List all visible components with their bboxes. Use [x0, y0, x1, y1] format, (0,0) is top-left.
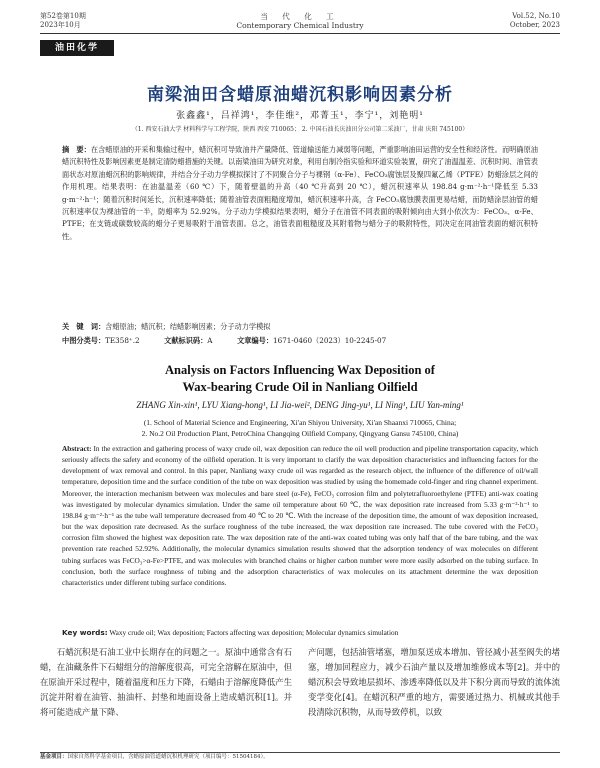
fund-label: 基金项目： [40, 754, 68, 760]
column-tag: 油田化学 [40, 40, 114, 56]
footnote-fund [40, 754, 560, 761]
abstract-text-cn: 在含蜡原油的开采和集输过程中，蜡沉积可导致油井产量降低、管道输送能力减弱等问题，严重影响油田运营的安全性和经济性。而明确原油蜡沉积特性及影响因素更是制定清防蜡措施的关键。以南梁油田为研究对象，利用自制冷指实验和环道实验装置，研究了油温温差、沉积时间、油管表面状态对原油蜡沉积的影响规律，并结合分子动力学模拟探讨了不同聚合分子与裸钢（α-Fe）、FeCO₃腐蚀层及聚四氟乙烯（PTFE）防蜡涂层之间的作用机理。结果表明：在油温温差（60 ℃）下，随着壁温的升高（40 ℃升高到 20 ℃），蜡沉积速率从 198.84 g·m⁻²·h⁻¹降低至 5.33 g·m⁻²·h⁻¹；随着沉积时间延长，沉积速率降低；随着油管表面粗糙度增加，蜡沉积速率升高，含 FeCO₃腐蚀膜表面更易结蜡，而防蜡涂层油管的蜡沉积速率仅为裸油管的一半，防蜡率为 52.92%。分子动力学模拟结果表明，蜡分子在油管不同表面的吸附倾向由大到小依次为：FeCO₃、α-Fe、PTFE；在支链或碳数较高的蜡分子更易吸附于油管表面。总之，油管表面粗糙度及其附着物与蜡分子的吸附特性，同决定在同油管表面的蜡沉积特性。 [62, 145, 538, 241]
classification-line [62, 336, 538, 346]
doc-code-value: A [207, 336, 213, 345]
article-no-value: 1671-0460（2023）10-2245-07 [273, 336, 387, 345]
keywords-cn [62, 322, 538, 332]
keywords-text-en: Waxy crude oil; Wax deposition; Factors affecting wax deposition; Molecular dynamics simulation [109, 628, 399, 637]
clc-value: TE358⁺.2 [105, 336, 140, 345]
affiliation-cn: （1. 西安石油大学 材料科学与工程学院，陕西 西安 710065； 2. 中国石油长庆油田分公司第二采油厂，甘肃 庆阳 745100） [131, 126, 469, 133]
doc-code-label: 文献标识码： [164, 336, 208, 345]
abstract-text-en: In the extraction and gathering process of waxy crude oil, wax deposition can reduce the oil well production and pipeline transportation capacity, which seriously affects the safety and economy of the oilfield operation. It is very important to clarify the wax deposition characteristics and influencing factors for the development of wax removal and control. In this paper, Nanliang waxy crude oil was regarded as the research object, the influence of the difference of oil/wall temperature, deposition time and the surface condition of the tube on wax deposition was studied by using the homemade cold-finger and ring channel experiment. Moreover, the interaction mechanism between wax molecules and bare steel (α-Fe), FeCO₃ corrosion film and polytetrafluoroethylene (PTFE) anti-wax coating was investigated by molecular dynamics simulation. Under the same oil temperature about 60 ℃, the wax deposition rate increased from 5.33 g·m⁻²·h⁻¹ to 198.84 g·m⁻²·h⁻¹ as the tube wall temperature decreased from 40 ℃ to 20 ℃. With the increase of the deposition time, the amount of wax deposition increased, but the wax deposition rate decreased. As the surface roughness of the tube increased, the wax deposition rate increased. The tube covered with the FeCO₃ corrosion film showed the highest wax deposition rate. The wax deposition rate of the anti-wax coated tubing was only half that of the bare tubing, and the wax prevention rate reached 52.92%. Additionally, the molecular dynamics simulation results showed that the adsorption tendency of wax molecules on different tubing surfaces was FeCO₃>α-Fe>PTFE, and wax molecules with branched chains or higher carbon number were more easily adsorbed on the tubing surface. In conclusion, both the surface roughness of tubing and the adsorption characteristics of wax molecules on its attachment determine the wax deposition characteristics under different tubing surface conditions. [62, 444, 538, 587]
header-journal-cn: 当 代 化 工 [260, 12, 340, 21]
authors-en: ZHANG Xin-xin¹, LYU Xiang-hong¹, LI Jia-wei², DENG Jing-yu¹, LI Ning¹, LIU Yan-ming¹ [136, 400, 464, 410]
fund-text: 国家自然科学基金项目，含蜡原油管道蜡沉积机理研究（项目编号：51504184）。 [67, 754, 269, 760]
body-column-left: 石蜡沉积是石油工业中长期存在的问题之一。原油中通常含有石蜡，在油藏条件下石蜡组分的溶解度很高，可完全溶解在原油中，但在原油开采过程中，随着温度和压力下降，石蜡由于溶解度降低产生沉淀并附着在油管、抽油杆、封垫和地面设备上造成蜡沉积[1]。并将可能造成产量下降、 [40, 647, 292, 717]
article-no-label: 文章编号： [237, 336, 274, 345]
paper-title-en-line1: Analysis on Factors Influencing Wax Deposition of [165, 363, 435, 377]
header-divider [40, 33, 560, 34]
affiliation-en-2: 2. No.2 Oil Production Plant, PetroChina Changqing Oilfield Company, Qingyang Gansu 745100, China) [141, 429, 459, 438]
header-volume-en: Vol.52, No.10 [512, 12, 560, 20]
abstract-label-cn: 摘 要： [62, 145, 91, 154]
header-date-cn: 2023年10月 [40, 21, 81, 29]
abstract-en [62, 443, 538, 588]
header-journal-en: Contemporary Chemical Industry [236, 21, 364, 30]
clc-label: 中图分类号： [62, 336, 106, 345]
body-column-right: 产问题，包括油管堵塞，增加泵送成本增加、管径减小甚至阀失的堵塞，增加回程应力，减少石油产量以及增加维修成本等[2]。并中的蜡沉积会导致地层损坏、渗透率降低以及井下积分离而导致的流体流变学变化[4]。在蜡沉积严重的地方，需要通过热力、机械或其他手段清除沉积物，从而导致停机，以致 [308, 647, 560, 717]
keywords-label-cn: 关 键 词： [62, 322, 106, 331]
paper-title-en-line2: Wax-bearing Crude Oil in Nanliang Oilfield [182, 380, 418, 394]
header-date-en: October, 2023 [509, 21, 560, 29]
abstract-cn [62, 144, 538, 243]
paper-title-en [0, 362, 600, 396]
affiliation-en-1: (1. School of Material Science and Engineering, Xi'an Shiyou University, Xi'an Shaanxi 710065, China; [143, 418, 457, 427]
authors-cn: 张鑫鑫¹，吕祥鸿¹，李佳维²，邓菁玉¹，李宁¹，刘艳明¹ [176, 111, 424, 121]
header-volume-cn: 第52卷第10期 [40, 12, 86, 20]
keywords-text-cn: 含蜡原油；蜡沉积；结蜡影响因素；分子动力学模拟 [105, 322, 271, 331]
abstract-label-en: Abstract: [62, 444, 92, 453]
affiliation-en [0, 417, 600, 439]
footnotes [40, 754, 560, 761]
keywords-en [62, 628, 538, 637]
keywords-label-en: Key words: [62, 628, 108, 637]
paper-title-cn: 南梁油田含蜡原油蜡沉积影响因素分析 [147, 85, 453, 105]
footnote-divider [40, 752, 560, 753]
header-volume-date-en [510, 12, 560, 30]
